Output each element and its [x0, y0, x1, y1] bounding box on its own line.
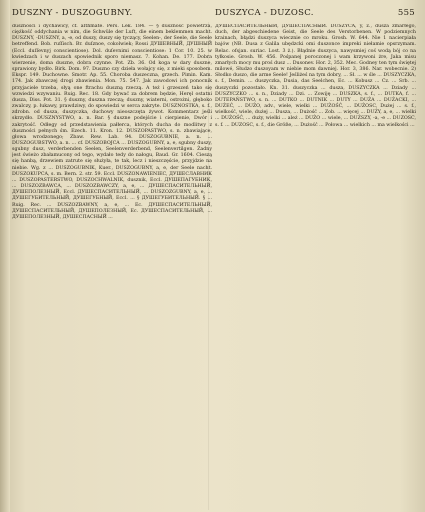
right-column-text: ДУШЕСПАСИТЕЛЬНЫЙ, ДУШЕСПАСНЫЙ. DUSZYCA, y, ż., dusza zmarłego, duch, der abgeschiedene Geist, die Seele des Verstorbenen. W podziemnych krainach, błądzi duszyca wiecznie co mroku. Grosh. W. 644. Nie 1 nacierpiała bajów (NB. Dusa z Galila ubędzcki omi duszonce impreki niełamie opsrzymam. Relac. ofsjan. suriac. Lost. 3 ż.). Błądnie duszyca, nawysmiej coś wodą bój co na tyłkosie. Grosh. W. 456. Pośpanej poroczonej i wam krzywoni żre, Jaka misu zmarłych mocy mu proś dusz ... Dusonev. Hor. 2, 352. Mec. Godney ten tym świętej milowé, Słudzo duszoyam w niebie mom dawniej. Hor. 3, 386. Nar. wobecnie. 2) Słodko duszo, die arme Seele! Jeśliżeś na tym dobry, ... Sł. ... w śle ... DUSZYCZKA, s. f., Demin. ... duszyczka, Dusia, das Seelchen, Ec. ... Kobusz ... Cz. ... Srb. ... duszyczki pozostało. Kn. 31. duszyczka ... dusza, DUSZYCZKA ... Dziady ... DUSZYCZKO ... s. n., Dziady ... Dzi. ... Zowiję ... DUSZKA, s. f., ... DUTKA, f. ... DUTEPAŃSTWO, s. n. ... DUTKO ... DUTNIK ... DUTY ... DUŻA ... DUŻACKI, ... DUŻEĆ, ... DUŻO, adv., wiele, wielki ... DUŻOŚĆ, ... DUŻOSC, Dużej ... s. f., wielkość, wiele, dużej ... Dusza, ... Dużość ... Zob. ... więcej ... DUŻY, a, e, ... wielki ... DUŻOŚĆ, ... duży, wielki ... ależ ... DUŻO ... wiele, ... DUŻSZY, -a, -e ... DUZOSC, s. f. ... DUZOSC, s. f., die Größe, ... Dużość ... Połowa ... wielkich ... ma wielkości ... — [215, 24, 416, 128]
right-column — [215, 24, 416, 510]
gutter-shadow — [0, 0, 10, 512]
left-column — [12, 24, 212, 510]
left-running-head: DUSZNY - DUSZOGUBNY. — [12, 8, 133, 18]
running-header — [12, 8, 415, 22]
left-column-text: duszności i dychawicy, cf. aſthmate. Pers. Lek. 184. — § duszność powietrza, ciężkość oddychania w nim, die Schwüle der Luft, die einem beklemmen macht. DUSZNY, -DUSZNY, a, -e, od duszy, duszy się tyczący, Seelen-, der Seele, die Seele betreffend. Bob. ruſſisch. Br. duſznoe, cokolwiek; Rossi ДУШЕВНЫЙ, ДУШНЫЙ (Eccl. duſſevnyj conscientiose). Dol. duſevnimi conscientiose: 1 Cor. 10. 25. w kwiedzach i w duszach spowiednik sporo niemasz. 7. Kohan. De. 177. Dobra wierzenie, doma duszne, dobra czynne. Pot. Zb. 36. Od koga w dary duszne, sprawiony bydło. Birk. Dom. 97. Duszno czy dzieła wołajcy się, z mieki sposobem. Ekspr. 149. Duchowne. Smotr. Ap. 55. Choroba duszeczna, grzech. Pimin. Kam. 174. Jak zbawczej drogi zbawienia. Mon. 75. 547. Jak zawodowi ich ponocnik przyjaciele trzeba, słyą one ftrachu duszną rzeczą. A też i grzeszeń tako się wzwiedzi wzywaniu. Ruig. Rec. 18. Gdy bywać za dobrem będzie, Heręl ostatni dusza, Diss. Pot. 31. § duszny, duszna rzeczą; duszny, wiaterni, ostrożni, głęboko zwalczy, p. łukawy, prawdziwy, do spowiedzi w serca zakryte. DUSZNOSTKA, s. f., zdrobn. od dusza, duszyczka, duchowy nieoszczęta żywot. Kommentarz jeśli skrzydło. DUSZNYSTWO, a. n. Bar. § duszne podejście i cierpienie, Dwór i zakrytość. Odłegy od przedstawienia pałłerca, których ducha do modlitwy z duszności pełnych śm. Ezech. 11. Kron. 12. DUSZOPASTWO, s. n. zbawiające, głowa wrodzonego; Zbaw. Rew. Lab. 94. DUSZOGUBNIE, a. n. ... DUSZOGUBSTWO, a. n. ... cf. DUSZOBOJCA ... DUSZOGUBNY, a, e, sgubny duszy, sgubny dusz, verderbenden Seelen, Seelenverderbend, Seelenvertilgen. Żadny jest świeżo zbałamucony od tego, wydało tedy do nałogu, Baud. Gr. 1604. Cieszą się hanbą, drzewiem zatrute się służyła, te tak, lecz i nieszczęście, przyjdzie na niebie. Wg. z ... DUSZOGUBNIK, Kuer., DUSZOGUBNY, a, e, der Seele nacht. DUSZOKUPCA, s. m. Bern. 2. str. 59. Eccl. DUSZONAWIENIEC, ДУШЕСЛАВНИК ... DUSZOPASTERSTWO, DUSZOCHWALNIK, dusznik, Eccl. ДУШЕПАГУБНИК, ... DUSZOZBAWCA, ... DUSZOZBAWCZY, a, e, ... ДУШЕСПАСИТЕЛЬНЫЙ, ДУШЕПОЛЕЗНЫЙ, Eccl. ДУШЕСПАСИТЕЛЬНЫЙ, ... DUSZOZGUBNY, a, e, ... ДУШЕГУБИТЕЛЬНЫЙ, ДУШЕГУБНЫЙ, Eccl. ... § ДУШЕГУБИТЕЛЬНЫЙ. § ... Ruig. Rec. ... DUSZOZBAWNY, a, e, ... Ec. ДУШЕСПАСИТЕЛЬНЫЙ, ДУШЕСПАСИТЕЛЬНЫЙ, ДУШЕПОЛЕЗНЫЙ, Ec. ДУШЕСПАСИТЕЛЬНЫЙ, ... ДУШЕПОЛЕЗНЫЙ, ДУШЕСПАСНЫЙ ... — [12, 24, 212, 220]
page-number: 555 — [397, 8, 415, 18]
right-running-head: DUSZYCA - DUZOSC. — [215, 8, 314, 18]
